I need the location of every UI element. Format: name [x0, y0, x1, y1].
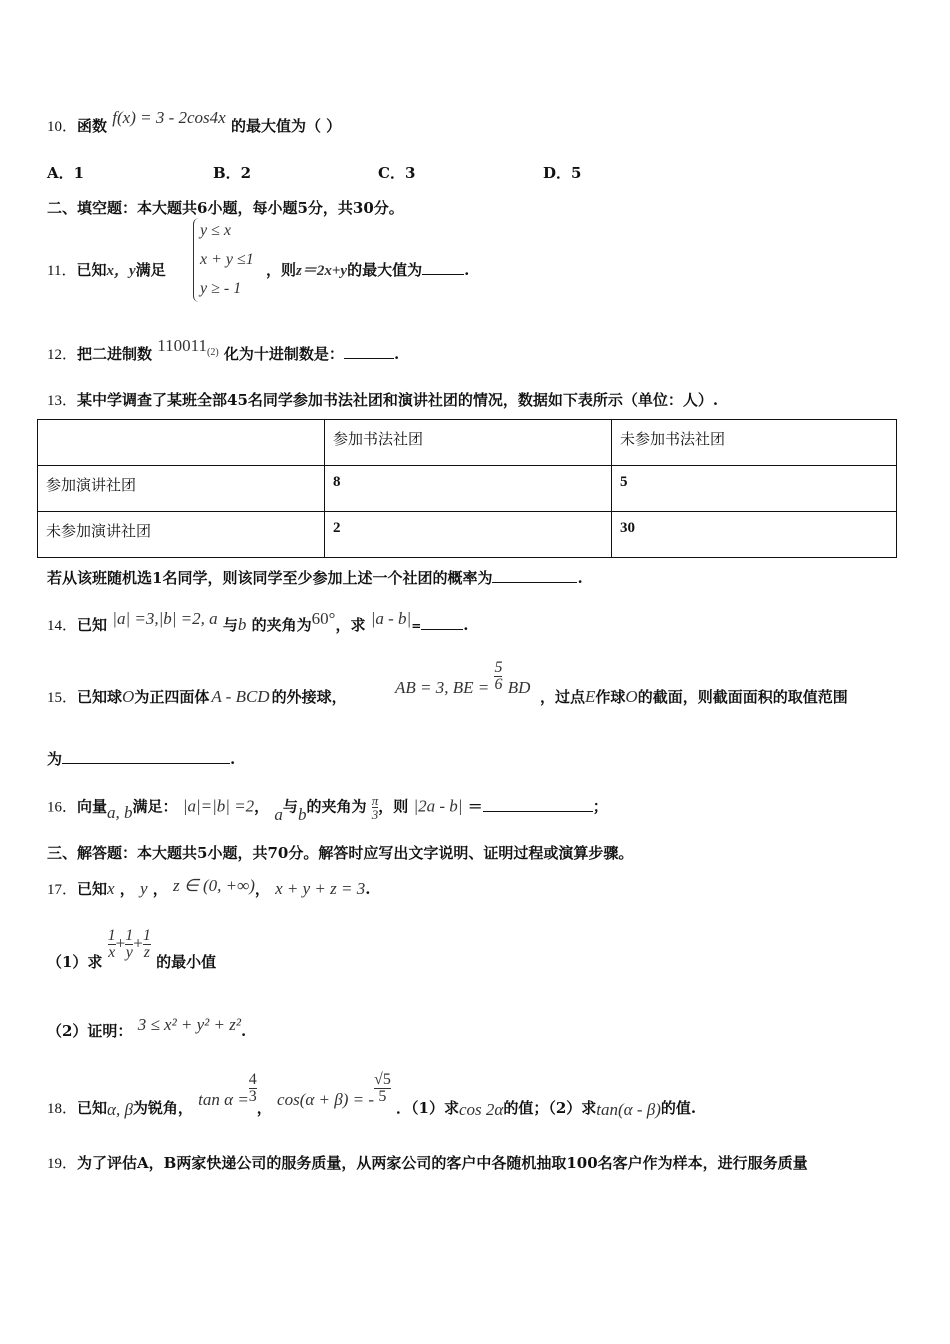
answer-blank[interactable]: [483, 797, 593, 812]
q17-part-2: （2）证明： 3 ≤ x² + y² + z².: [47, 1015, 247, 1040]
question-18: 18．已知α, β为锐角， tan α = $\frac{4}{3}$ ， cos(α + β) = - $\frac{√5}{5}$ ．（1）求cos 2α的值；（2）求tan(α - β)的值.: [47, 1071, 697, 1119]
table-cell: 30: [612, 512, 897, 558]
fraction: $\frac{1}{x}$: [107, 927, 116, 961]
answer-blank[interactable]: [344, 344, 394, 359]
q15-line2: 为 .: [47, 750, 236, 768]
q10-option-d: D．5: [543, 164, 582, 182]
fraction: $\frac{\pi}{3}$: [371, 793, 379, 822]
q10-option-c: C．3: [378, 164, 416, 182]
row-header: 参加演讲社团: [38, 466, 325, 512]
table-cell: 2: [325, 512, 612, 558]
section-heading-fill-in: 二、填空题：本大题共6小题，每小题5分，共30分。: [47, 199, 404, 217]
fraction: $\frac{√5}{5}$: [374, 1071, 391, 1105]
fraction: $\frac{4}{3}$: [248, 1071, 257, 1105]
table-row: [38, 512, 897, 558]
question-10: 10．函数 f(x) = 3 - 2cos4x 的最大值为（ ）: [47, 108, 342, 135]
q10-option-b: B．2: [213, 164, 252, 182]
answer-blank[interactable]: [492, 568, 577, 583]
q17-part-1: （1）求 $\frac{1}{x}$ + $\frac{1}{y}$ + $\frac{1}{z}$ 的最小值: [47, 927, 217, 971]
answer-blank[interactable]: [422, 260, 464, 275]
club-survey-table: [37, 419, 897, 558]
question-14: 14．已知 |a| =3,|b| =2, a 与b 的夹角为60°，求 |a - b|= .: [47, 609, 469, 634]
answer-blank[interactable]: [62, 749, 230, 764]
question-11: 11．已知x，y满足: [47, 261, 166, 279]
question-19: 19．为了评估A，B两家快递公司的服务质量，从两家公司的客户中各随机抽取100名客户作为样本，进行服务质量: [47, 1154, 808, 1172]
q15-condition: AB = 3, BE = $\frac{5}{6}$ BD: [395, 659, 531, 697]
question-13: 13．某中学调查了某班全部45名同学参加书法社团和演讲社团的情况，数据如下表所示（单位：人）.: [47, 391, 719, 409]
section-heading-solutions: 三、解答题：本大题共5小题，共70分。解答时应写出文字说明、证明过程或演算步骤。: [47, 844, 634, 862]
column-header: 未参加书法社团: [612, 420, 897, 466]
question-17: 17．已知x ， y ， z ∈ (0, +∞)， x + y + z = 3.: [47, 876, 371, 898]
row-header: 未参加演讲社团: [38, 512, 325, 558]
fraction: $\frac{1}{y}$: [125, 927, 134, 961]
question-15: 15．已知球O为正四面体 A - BCD 的外接球，: [47, 687, 347, 706]
q11-constraint-system: y ≤ x x + y ≤1 y ≥ - 1: [193, 218, 266, 302]
q13-tail: 若从该班随机选1名同学，则该同学至少参加上述一个社团的概率为 .: [47, 569, 583, 587]
table-cell: 8: [325, 466, 612, 512]
q10-formula: f(x) = 3 - 2cos4x: [112, 108, 226, 127]
table-cell: 5: [612, 466, 897, 512]
table-row: [38, 466, 897, 512]
fraction: $\frac{1}{z}$: [142, 927, 151, 961]
question-12: 12．把二进制数 110011$^{(2)}$ 化为十进制数是： .: [47, 336, 400, 363]
table-row: [38, 420, 897, 466]
q10-option-a: A．1: [47, 164, 85, 182]
question-16: 16．向量a, b满足： |a|=|b| =2， a与b的夹角为 $\frac{\pi}{3}$ ，则 |2a - b| ＝ ；: [47, 793, 608, 824]
fraction: $\frac{5}{6}$: [494, 659, 503, 693]
answer-blank[interactable]: [421, 615, 463, 630]
column-header: 参加书法社团: [325, 420, 612, 466]
